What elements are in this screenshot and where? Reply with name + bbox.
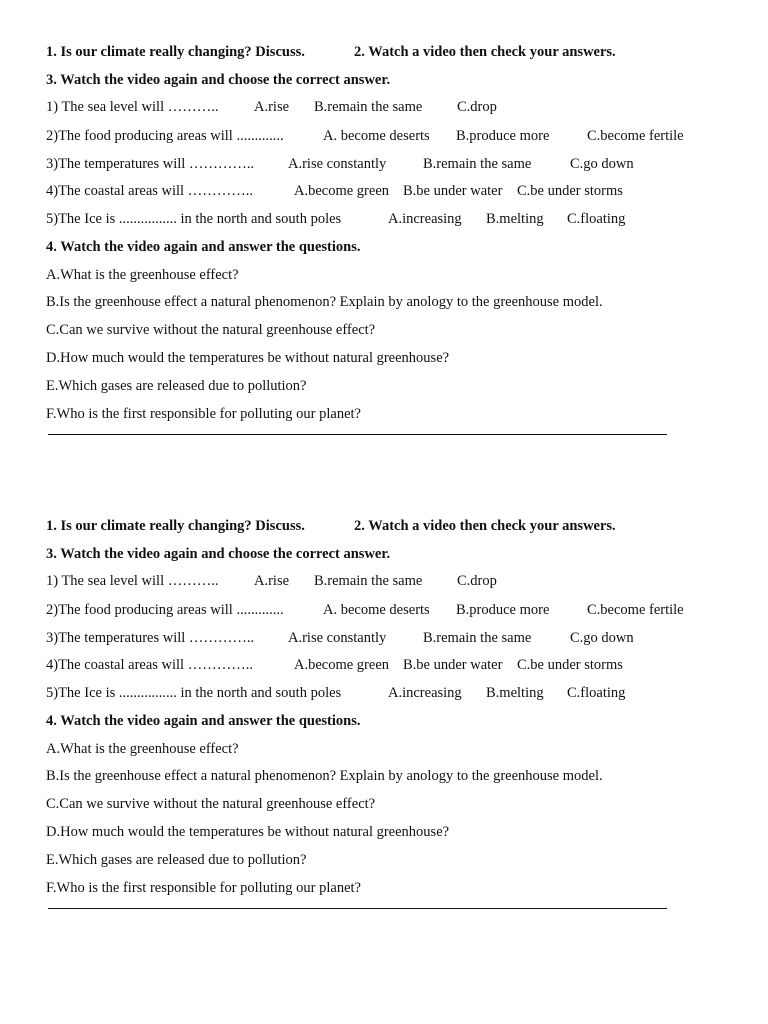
mcq-item <box>0 211 768 231</box>
mcq-stem: 5)The Ice is ................ in the north and south poles <box>46 211 342 227</box>
question-text: F.Who is the first responsible for polluting our planet? <box>46 880 361 896</box>
heading-answer-questions: 4. Watch the video again and answer the questions. <box>46 239 361 255</box>
option-c: C.go down <box>570 630 634 646</box>
question-text: A.What is the greenhouse effect? <box>46 741 239 757</box>
heading-watch-video: 2. Watch a video then check your answers. <box>354 518 616 534</box>
option-a: A. become deserts <box>323 602 430 618</box>
question-text: B.Is the greenhouse effect a natural phenomenon? Explain by anology to the greenhouse model. <box>46 768 603 784</box>
option-a: A.rise constantly <box>288 630 387 646</box>
question-item <box>0 294 768 314</box>
heading-discuss: 1. Is our climate really changing? Discuss. <box>46 518 305 534</box>
option-a: A.rise <box>254 573 290 589</box>
question-text: D.How much would the temperatures be without natural greenhouse? <box>46 350 450 366</box>
divider-line <box>48 908 667 909</box>
option-a: A.become green <box>294 657 390 673</box>
option-c: C.become fertile <box>587 602 684 618</box>
question-text: C.Can we survive without the natural greenhouse effect? <box>46 796 376 812</box>
option-a: A.increasing <box>388 685 462 701</box>
heading-choose-answer: 3. Watch the video again and choose the correct answer. <box>46 72 391 88</box>
heading-row <box>0 713 768 733</box>
question-item <box>0 378 768 398</box>
heading-watch-video: 2. Watch a video then check your answers. <box>354 44 616 60</box>
heading-answer-questions: 4. Watch the video again and answer the questions. <box>46 713 361 729</box>
mcq-stem: 4)The coastal areas will ………….. <box>46 657 253 673</box>
option-b: B.remain the same <box>423 630 532 646</box>
mcq-stem: 3)The temperatures will ………….. <box>46 156 255 172</box>
option-a: A.rise <box>254 99 290 115</box>
option-c: C.be under storms <box>517 657 623 673</box>
question-item <box>0 824 768 844</box>
mcq-item <box>0 573 768 593</box>
mcq-stem: 3)The temperatures will ………….. <box>46 630 255 646</box>
question-item <box>0 322 768 342</box>
option-c: C.become fertile <box>587 128 684 144</box>
heading-row <box>0 72 768 92</box>
mcq-stem: 2)The food producing areas will ............. <box>46 128 284 144</box>
mcq-stem: 4)The coastal areas will ………….. <box>46 183 253 199</box>
question-item <box>0 852 768 872</box>
question-text: B.Is the greenhouse effect a natural phenomenon? Explain by anology to the greenhouse model. <box>46 294 603 310</box>
option-c: C.be under storms <box>517 183 623 199</box>
mcq-item <box>0 657 768 677</box>
headings-row <box>0 518 768 538</box>
question-item <box>0 768 768 788</box>
mcq-item <box>0 128 768 148</box>
option-b: B.produce more <box>456 128 550 144</box>
question-text: F.Who is the first responsible for polluting our planet? <box>46 406 361 422</box>
question-item <box>0 880 768 900</box>
option-c: C.go down <box>570 156 634 172</box>
heading-discuss: 1. Is our climate really changing? Discuss. <box>46 44 305 60</box>
question-item <box>0 796 768 816</box>
option-a: A.become green <box>294 183 390 199</box>
option-b: B.melting <box>486 685 544 701</box>
mcq-item <box>0 630 768 650</box>
mcq-stem: 5)The Ice is ................ in the north and south poles <box>46 685 342 701</box>
divider-line <box>48 434 667 435</box>
question-text: E.Which gases are released due to pollution? <box>46 378 307 394</box>
question-text: D.How much would the temperatures be without natural greenhouse? <box>46 824 450 840</box>
mcq-item <box>0 99 768 119</box>
option-b: B.melting <box>486 211 544 227</box>
mcq-item <box>0 183 768 203</box>
question-item <box>0 350 768 370</box>
option-a: A. become deserts <box>323 128 430 144</box>
option-b: B.produce more <box>456 602 550 618</box>
option-a: A.rise constantly <box>288 156 387 172</box>
option-b: B.be under water <box>403 183 503 199</box>
option-c: C.floating <box>567 685 626 701</box>
question-item <box>0 267 768 287</box>
heading-choose-answer: 3. Watch the video again and choose the correct answer. <box>46 546 391 562</box>
question-text: C.Can we survive without the natural greenhouse effect? <box>46 322 376 338</box>
question-item <box>0 741 768 761</box>
mcq-stem: 2)The food producing areas will ............. <box>46 602 284 618</box>
option-b: B.be under water <box>403 657 503 673</box>
question-text: E.Which gases are released due to pollution? <box>46 852 307 868</box>
heading-row <box>0 546 768 566</box>
mcq-item <box>0 685 768 705</box>
option-b: B.remain the same <box>314 573 423 589</box>
mcq-item <box>0 156 768 176</box>
headings-row <box>0 44 768 64</box>
mcq-item <box>0 602 768 622</box>
option-b: B.remain the same <box>423 156 532 172</box>
mcq-stem: 1) The sea level will ……….. <box>46 573 219 589</box>
option-c: C.drop <box>457 99 497 115</box>
mcq-stem: 1) The sea level will ……….. <box>46 99 219 115</box>
option-c: C.floating <box>567 211 626 227</box>
option-b: B.remain the same <box>314 99 423 115</box>
heading-row <box>0 239 768 259</box>
question-text: A.What is the greenhouse effect? <box>46 267 239 283</box>
option-a: A.increasing <box>388 211 462 227</box>
question-item <box>0 406 768 426</box>
option-c: C.drop <box>457 573 497 589</box>
